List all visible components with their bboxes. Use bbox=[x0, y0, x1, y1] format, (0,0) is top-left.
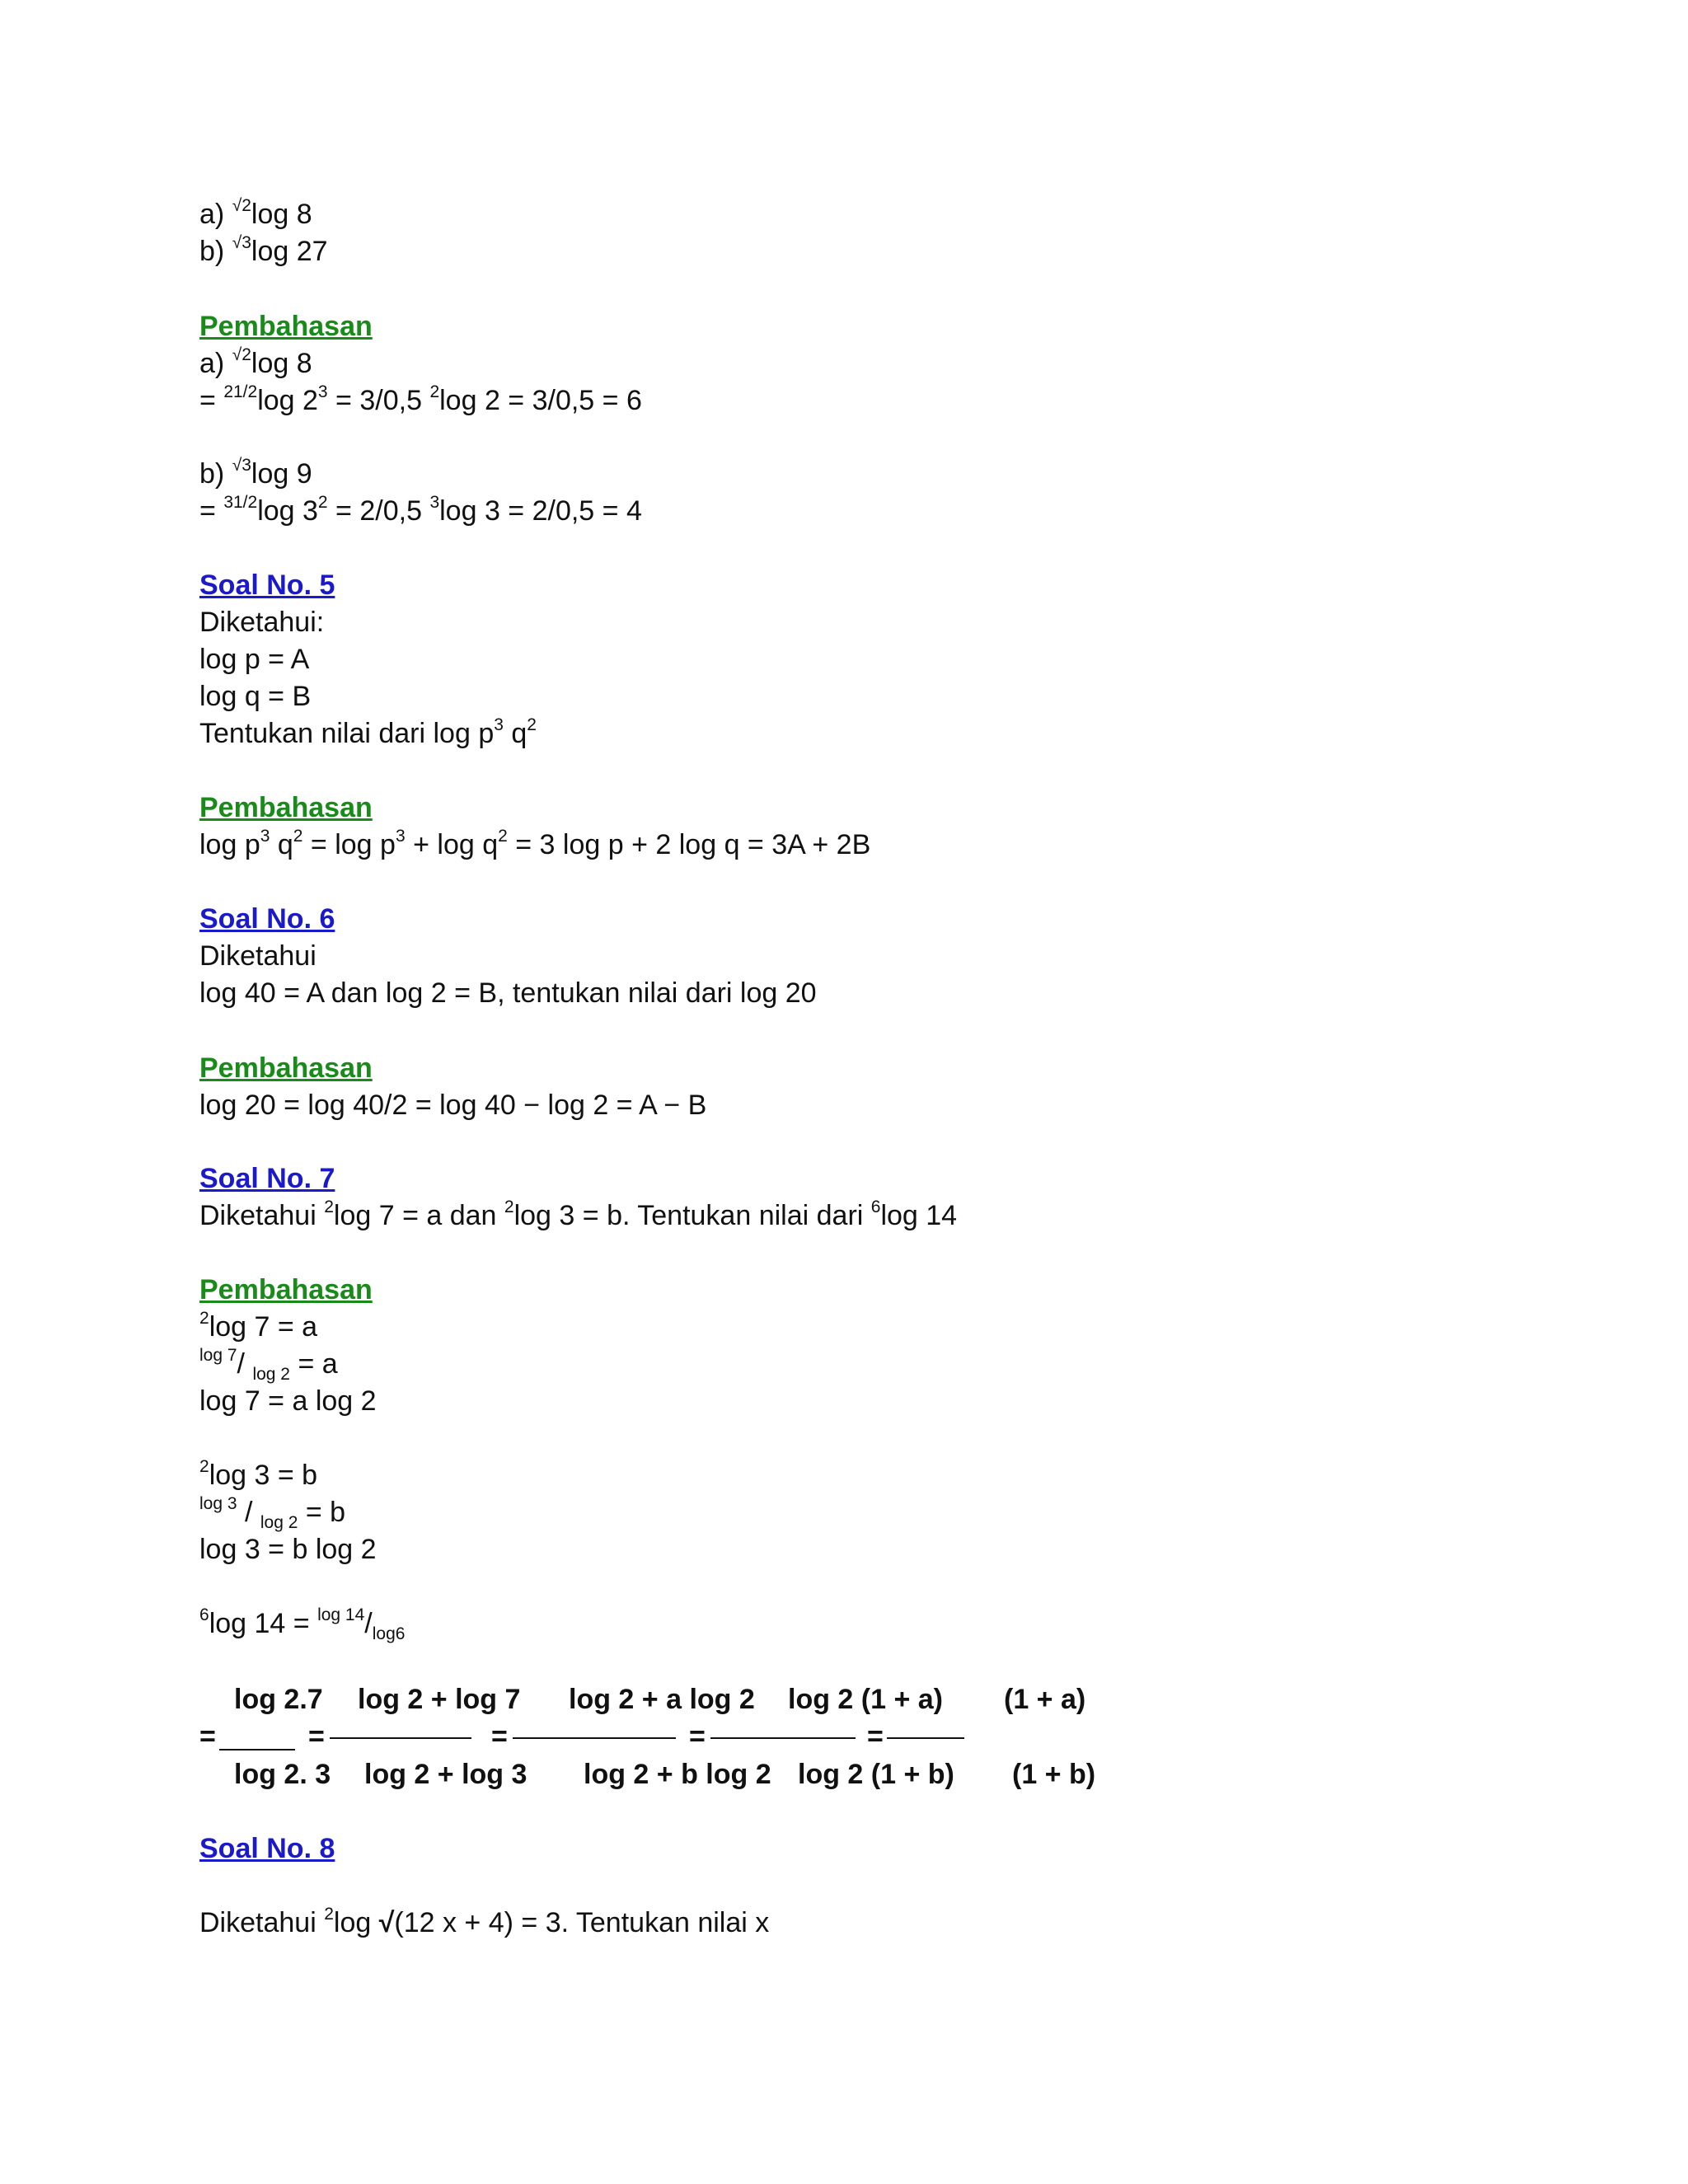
equals-sign-1: = bbox=[199, 1721, 216, 1752]
equals-sign-3: = bbox=[491, 1721, 508, 1752]
soal-5-line-4: Tentukan nilai dari $\log p^3$ $q^2$ bbox=[199, 715, 537, 749]
soal-8-question: Diketahui $^2$log √(12 x + 4) = 3. Tentukan nilai x bbox=[199, 1905, 770, 1938]
pembahasan-7-line-3: log 7 = a log 2 bbox=[199, 1385, 377, 1417]
soal-6-heading[interactable]: Soal No. 6 bbox=[199, 903, 335, 935]
pembahasan-6-equation: log 20 = log 40/2 = log 40 − log 2 = A − B bbox=[199, 1090, 707, 1121]
soal-5-heading[interactable]: Soal No. 5 bbox=[199, 569, 335, 601]
fraction-1-denominator: log 2. 3 bbox=[234, 1759, 331, 1790]
pembahasan-7-line-2: $^{log 7}$/ $_{log 2}$ = a bbox=[199, 1346, 338, 1384]
fraction-1-bar bbox=[219, 1749, 295, 1750]
pembahasan-5-equation: $\log p^3$ $q^2 = \log p^3 + \log q^2 = 3$ log p + 2 log q = 3A + 2B bbox=[199, 827, 871, 860]
fraction-3-numerator: log 2 + a log 2 bbox=[569, 1684, 755, 1715]
fraction-5-bar bbox=[887, 1737, 964, 1739]
pembahasan-5-heading[interactable]: Pembahasan bbox=[199, 792, 373, 823]
soal-5-line-1: Diketahui: bbox=[199, 607, 325, 638]
pembahasan-4b-title: b) $^{√3}$log 9 bbox=[199, 456, 312, 490]
pembahasan-7-line-6: log 3 = b log 2 bbox=[199, 1534, 377, 1565]
pembahasan-6-heading[interactable]: Pembahasan bbox=[199, 1052, 373, 1084]
pembahasan-7-line-7: $^6$log $14 = ^{log 14}/_{log6}$ bbox=[199, 1605, 406, 1643]
soal-5-line-2: log p = A bbox=[199, 644, 310, 675]
soal-6-line-2: log 40 = A dan log 2 = B, tentukan nilai dari log 20 bbox=[199, 977, 817, 1009]
fraction-2-denominator: log 2 + log 3 bbox=[364, 1759, 528, 1790]
soal-6-line-1: Diketahui bbox=[199, 940, 316, 972]
equals-sign-4: = bbox=[689, 1721, 706, 1752]
question-4b: b) $^{√3}$log 27 bbox=[199, 233, 328, 267]
equals-sign-5: = bbox=[867, 1721, 884, 1752]
square-root-symbol: √ bbox=[378, 1907, 395, 1938]
pembahasan-7-line-1: $^2$log 7 = a bbox=[199, 1309, 318, 1343]
question-4a: a) $^{√2}$log 8 bbox=[199, 196, 312, 230]
fraction-2-bar bbox=[330, 1737, 471, 1739]
fraction-3-bar bbox=[513, 1737, 676, 1739]
fraction-2-numerator: log 2 + log 7 bbox=[358, 1684, 521, 1715]
pembahasan-7-heading[interactable]: Pembahasan bbox=[199, 1274, 373, 1305]
soal-7-heading[interactable]: Soal No. 7 bbox=[199, 1163, 335, 1194]
fraction-4-bar bbox=[710, 1737, 856, 1739]
fraction-1-numerator: log 2.7 bbox=[234, 1684, 323, 1715]
pembahasan-4b-equation: = $^{31/2}$log $3^2 = 2/0,5$ $^3$log 3 = 2/0,5 = 4 bbox=[199, 493, 642, 527]
pembahasan-4-heading[interactable]: Pembahasan bbox=[199, 311, 373, 342]
fraction-4-denominator: log 2 (1 + b) bbox=[798, 1759, 954, 1790]
pembahasan-7-line-5: $^{log 3}$ / $_{log 2}$ = b bbox=[199, 1494, 346, 1532]
fraction-4-numerator: log 2 (1 + a) bbox=[788, 1684, 943, 1715]
fraction-5-denominator: (1 + b) bbox=[1012, 1759, 1096, 1790]
equals-sign-2: = bbox=[308, 1721, 325, 1752]
pembahasan-4a-title: a) $^{√2}$log 8 bbox=[199, 345, 312, 379]
pembahasan-7-line-4: $^2$log 3 = b bbox=[199, 1457, 318, 1491]
soal-8-heading[interactable]: Soal No. 8 bbox=[199, 1833, 335, 1864]
fraction-5-numerator: (1 + a) bbox=[1004, 1684, 1086, 1715]
fraction-3-denominator: log 2 + b log 2 bbox=[584, 1759, 771, 1790]
soal-5-line-3: log q = B bbox=[199, 681, 312, 712]
pembahasan-4a-equation: = $^{21/2}$log $2^3 = 3/0,5$ $^2$log 2 = 3/0,5 = 6 bbox=[199, 382, 642, 416]
soal-7-question: Diketahui $^2$log 7 = a dan $^2$log 3 = b. Tentukan nilai dari $^6$log 14 bbox=[199, 1197, 958, 1231]
